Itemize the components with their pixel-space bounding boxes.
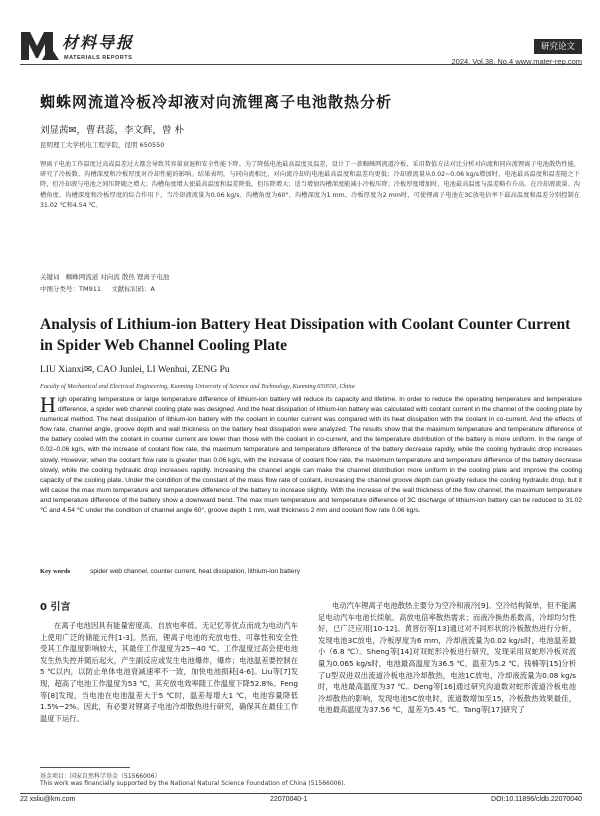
- abstract-cn: 锂离子电池工作温度过高或温差过大都会导致其容量衰退和安全性能下降。为了降低电池最高温度及温差，设计了一款蜘蛛网流道冷板，采用数值方法对比分析对向流和同向流锂离子电池散热性能，研究了冷板数、沟槽深度和冷板厚度对冷却性能的影响。结果表明，与同向流相比，对向流冷却的电池最高温度和温差均更低；冷却液流量从0.02~0.06 kg/s增加时，电池最高温度和温差随之下降，但冷却液与电池之间压降随之增大；沟槽角度增大使最高温度和温差降低，但压降增大；适当增加沟槽深度能减小冷板压降；冷板厚度增加时，电池最高温度与温差略有升高。在冷却液流量、沟槽角度、沟槽深度和冷板厚度的综合作用下，当冷却液流量为0.06 kg/s、沟槽角度为60°、沟槽深度为1 mm、冷板厚度为2 mm时，可使锂离子电池在3C放电倍率下最高温度和温差分别控制在31.02 ℃和4.54 ℃。: [40, 161, 580, 209]
- paragraph: 电动汽车锂离子电池散热主要分为空冷和液冷[9]。空冷结构简单，但不能满足电动汽车电池长续航、高放电倍率散热需求；而液冷换热系数高，冷却均匀性好，已广泛应用[10-12]。黄晋衍等[13]通过对不同形状的冷板散热进行分析，发现电池3C放电，冷板厚度为6 mm，冷却液流量为0.02 kg/s时，电池温差最小（6.8 ℃）。Sheng等[14]对双蛇形冷板进行研究，发现采用双蛇形冷板对流量为0.065 kg/s时，电池最高温度为36.5 ℃，温差为5.2 ℃。钱楠等[15]分析了U型双进双出流道冷板电池冷却散热，电池1C放电，冷却液流量为0.08 kg/s时，电池最高温度为37 ℃。Deng等[16]通过研究沟道数对蛇形流道冷板电池冷却散热的影响，发现电池5C放电时，流道数增加至15，冷板散热效果最佳，电池最高温度为37.56 ℃，温差为5.45 ℃。Tang等[17]研究了: [318, 601, 576, 715]
- affiliation-cn: 昆明理工大学机电工程学院，昆明 650550: [40, 141, 165, 149]
- footnote-divider: [40, 767, 130, 768]
- keywords-cn-label: 关键词: [40, 273, 60, 281]
- class-label: 中图分类号：: [40, 285, 79, 293]
- article-type-badge: 研究论文: [534, 39, 582, 54]
- issue-info: 2024, Vol.38, No.4 www.mater-rep.com: [451, 57, 582, 66]
- journal-name-en: MATERIALS REPORTS: [64, 55, 133, 61]
- authors-cn: 刘显茜✉，曹君蕊，李文辉，曾 朴: [40, 125, 184, 136]
- abstract-en-text: igh operating temperature or large temperature difference of lithium-ion battery will reduce its capacity and lifetime. In order to reduce the operating temperature and temperature difference, a spider web channel cooling plate was designed. And the heat dissipation of lithium-ion battery was calculated with coolant current in the channel of the cooling plate by numerical method. The heat dissipation of lithium-ion battery with the coolant in counter current was compared with its heat dissipation with the coolant in co-current. And the effects of flow rate, channel angle, groove depth and wall thickness on the battery heat dissipation were analyzed. The results show that the maximum temperature and temperature difference of the battery cooled with the coolant in counter current are lower than those with the coolant in co-current, and the temperature distribution of the battery is more uniform. In the range of 0.02–0.06 kg/s, with the increase of coolant flow rate, the maximum temperature and temperature difference of the battery decrease rapidly, while the cooling hydraulic drop increases slowly. However, when the coolant flow rate is greater than 0.06 kg/s, with the increase of coolant flow rate, the maximum temperature and temperature difference of the battery decrease slowly, while the cooling hydraulic drop increases rapidly. Increasing the channel angle can make the channel distribution more uniform in the cooling plate and improve the cooling capacity of the cooling plate. Under the condition of the constant of the mass flow rate of coolant, increasing the channel groove depth can greatly reduce the cooling hydraulic drop, but it will cause the max mum temperature and temperature difference of the battery to increase slightly. With the increase of the wall thickness of the flow channel, the maximum temperature and temperature difference of the battery show a downward trend. The max mum temperature and temperature difference of 3C discharge of lithium-ion battery can be reduced to 31.02 ℃ and 4.54 ℃ under the condition of channel angle 60°, groove depth 1 mm, wall thickness 2 mm and coolant flow rate 0.06 kg/s.: [40, 396, 582, 515]
- footer-page-email: 22 xsliu@km.com: [20, 796, 76, 803]
- body-column-left: [40, 620, 298, 724]
- body-column-right: [318, 600, 576, 716]
- footnote-fund-cn: 基金项目：国家自然科学基金（51566006）: [40, 773, 161, 780]
- keywords-en-label: Key words: [40, 568, 71, 575]
- title-en: Analysis of Lithium-ion Battery Heat Dissipation with Coolant Counter Current in Spider Web Channel Cooling Plate: [40, 316, 571, 354]
- journal-name-cn: 材料导报: [62, 33, 135, 52]
- footer-doi: DOI:10.11896/cldb.22070040: [491, 796, 582, 803]
- abstract-dropcap: H: [40, 392, 56, 417]
- authors-en: LIU Xianxi✉, CAO Junlei, LI Wenhui, ZENG Pu: [40, 365, 230, 375]
- code-value: A: [150, 285, 155, 293]
- keywords-en-value: spider web channel, counter current, heat dissipation, lithium-ion battery: [90, 568, 301, 575]
- keywords-en: [40, 568, 300, 575]
- header-divider: [20, 64, 582, 65]
- keywords-cn: [40, 272, 169, 281]
- section-heading-intro: 0 引言: [40, 602, 71, 613]
- class-value: TM911: [79, 285, 101, 293]
- footer-article-number: 22070040-1: [270, 796, 308, 803]
- code-label: 文献标识码：: [111, 285, 151, 293]
- journal-logo-icon: [20, 30, 60, 62]
- affiliation-en: Faculty of Mechanical and Electrical Engineering, Kunming University of Science and Technology, Kunming 650550, China: [40, 383, 355, 390]
- classification-cn: [40, 284, 155, 293]
- abstract-en: [40, 392, 582, 516]
- paragraph: 在离子电池因具有能量密度高、自放电率低、无记忆等优点而成为电动汽车上使用广泛的储能元件[1-3]。然而，锂离子电池的充放电性、可靠性和安全性受其工作温度影响较大，其最佳工作温度为25~40 ℃。工作温度过高会使电池发生热失控并随后起火，产生副反应或发生电池爆炸，爆炸；电池温差要控制在5 ℃以内，以防止单体电池衰减速率不一致，加快电池损耗[4-6]。Liu等[7]发现，超高了电池工作温度为53 ℃，其充放电效率随工作温度下降52.8%。Feng等[8]发现，当电池在电池温差大于5 ℃时，温差每增大1 ℃，电池容量降低1.5%~2%。因此，有必要对锂离子电池冷却散热进行研究，确保其在最佳工作温度下运行。: [40, 621, 298, 723]
- keywords-cn-value: 蜘蛛网流道 对向流 散热 锂离子电池: [65, 273, 170, 281]
- footer-divider: [20, 793, 582, 794]
- title-cn: 蜘蛛网流道冷板冷却液对向流锂离子电池散热分析: [40, 93, 393, 111]
- footnote-fund-en: This work was financially supported by the National Natural Science Foundation of China (51566006).: [40, 780, 346, 787]
